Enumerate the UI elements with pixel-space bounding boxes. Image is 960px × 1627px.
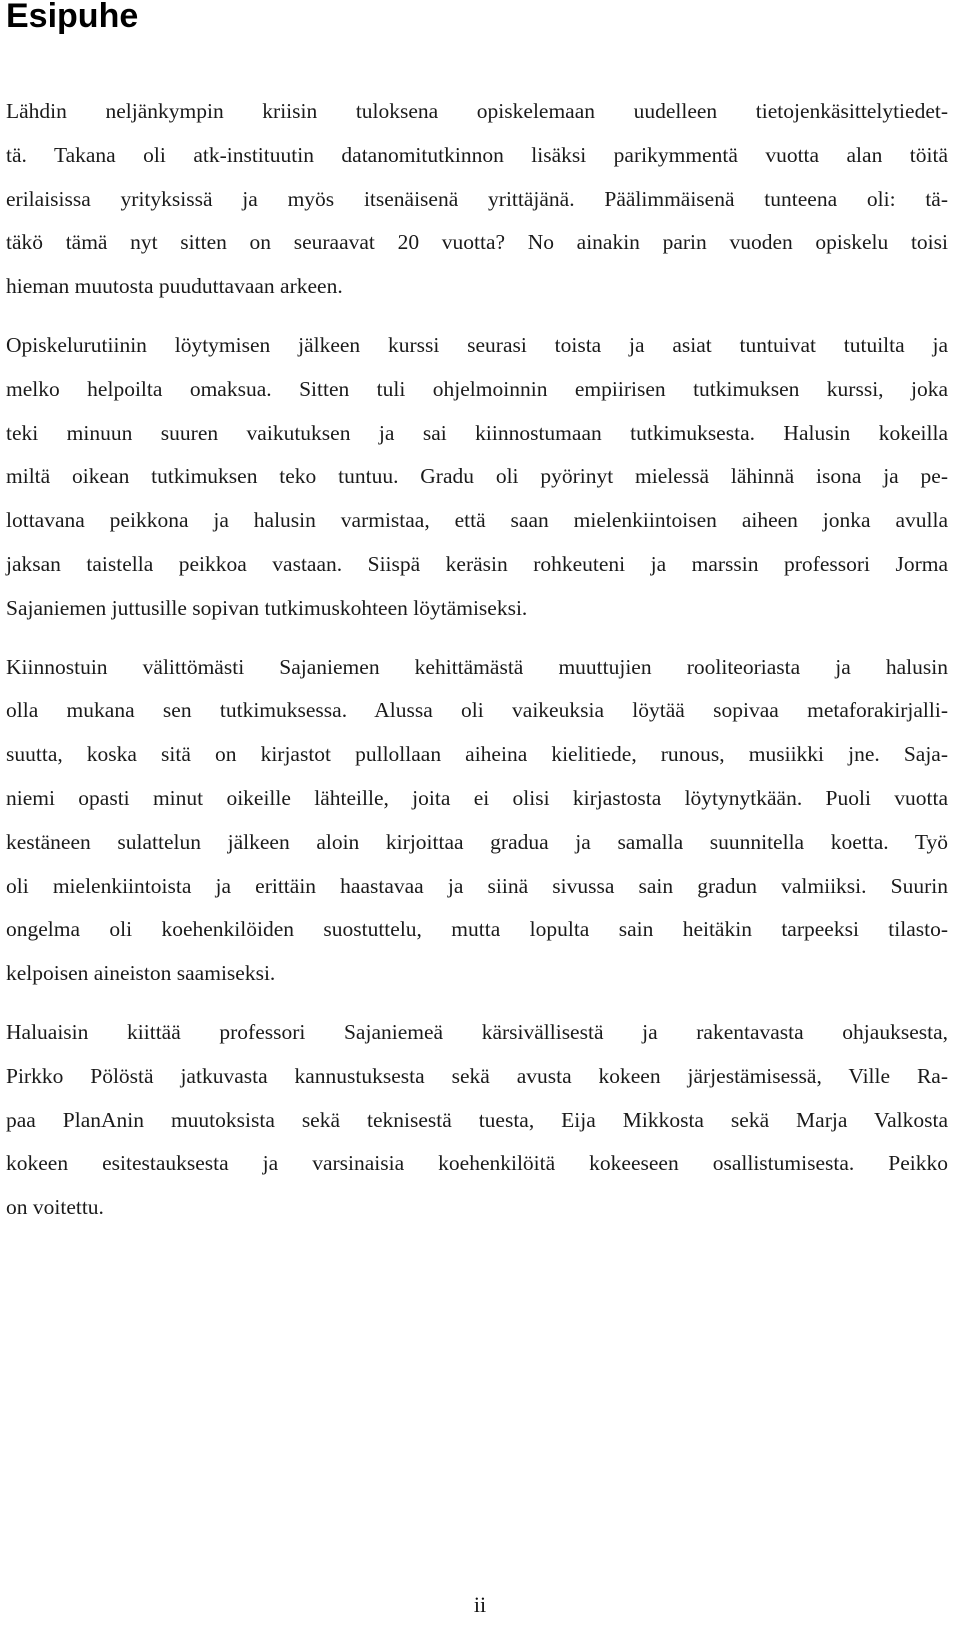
text-line: Lähdin neljänkympin kriisin tuloksena opiskelemaan uudelleen tietojenkäsittelytiedet- (6, 99, 948, 123)
text-line: miltä oikean tutkimuksen teko tuntuu. Gradu oli pyörinyt mielessä lähinnä isona ja pe- (6, 464, 948, 489)
paragraph-1 (6, 90, 948, 309)
text-line: on voitettu. (6, 1195, 104, 1220)
text-line: kestäneen sulattelun jälkeen aloin kirjoittaa gradua ja samalla suunnitella koetta. Työ (6, 829, 948, 854)
text-line: Haluaisin kiittää professori Sajaniemeä kärsivällisestä ja rakentavasta ohjauksesta, (6, 1019, 948, 1044)
text-line: jaksan taistella peikkoa vastaan. Siispä keräsin rohkeuteni ja marssin professori Jorma (6, 551, 948, 576)
text-line: lottavana peikkona ja halusin varmistaa, että saan mielenkiintoisen aiheen jonka avulla (6, 508, 948, 533)
text-line: kokeen esitestauksesta ja varsinaisia koehenkilöitä kokeeseen osallistumisesta. Peikko (6, 1151, 948, 1176)
text-line: Sajaniemen juttusille sopivan tutkimuskohteen löytämiseksi. (6, 595, 528, 620)
text-line: tä. Takana oli atk-instituutin datanomitutkinnon lisäksi parikymmentä vuotta alan töitä (6, 142, 948, 167)
text-line: täkö tämä nyt sitten on seuraavat 20 vuotta? No ainakin parin vuoden opiskelu toisi (6, 230, 948, 255)
text-line: paa PlanAnin muutoksista sekä teknisestä tuesta, Eija Mikkosta sekä Marja Valkosta (6, 1107, 948, 1132)
text-line: melko helpoilta omaksua. Sitten tuli ohjelmoinnin empiirisen tutkimuksen kurssi, joka (6, 376, 948, 401)
page-title: Esipuhe (6, 0, 139, 35)
text-line: kelpoisen aineiston saamiseksi. (6, 961, 276, 986)
text-line: suutta, koska sitä on kirjastot pullollaan aiheina kielitiede, runous, musiikki jne. Saja- (6, 742, 948, 767)
text-line: ongelma oli koehenkilöiden suostuttelu, mutta lopulta sain heitäkin tarpeeksi tilasto- (6, 917, 948, 942)
paragraph-2 (6, 324, 948, 631)
text-line: hieman muutosta puuduttavaan arkeen. (6, 274, 343, 299)
text-line: Opiskelurutiinin löytymisen jälkeen kurssi seurasi toista ja asiat tuntuivat tutuilta ja (6, 332, 948, 357)
text-line: Kiinnostuin välittömästi Sajaniemen kehittämästä muuttujien rooliteoriasta ja halusin (6, 654, 948, 679)
paragraph-3 (6, 646, 948, 996)
page-number: ii (473, 1592, 487, 1617)
paragraph-4 (6, 1011, 948, 1230)
text-line: erilaisissa yrityksissä ja myös itsenäisenä yrittäjänä. Päälimmäisenä tunteena oli: tä- (6, 186, 948, 211)
body-text (6, 90, 948, 1245)
text-line: Pirkko Pölöstä jatkuvasta kannustuksesta sekä avusta kokeen järjestämisessä, Ville Ra- (6, 1063, 948, 1088)
text-line: oli mielenkiintoista ja erittäin haastavaa ja siinä sivussa sain gradun valmiiksi. Suurin (6, 873, 948, 898)
text-line: teki minuun suuren vaikutuksen ja sai kiinnostumaan tutkimuksesta. Halusin kokeilla (6, 420, 948, 445)
text-line: olla mukana sen tutkimuksessa. Alussa oli vaikeuksia löytää sopivaa metaforakirjalli- (6, 698, 948, 723)
text-line: niemi opasti minut oikeille lähteille, joita ei olisi kirjastosta löytynytkään. Puoli vuotta (6, 785, 948, 810)
